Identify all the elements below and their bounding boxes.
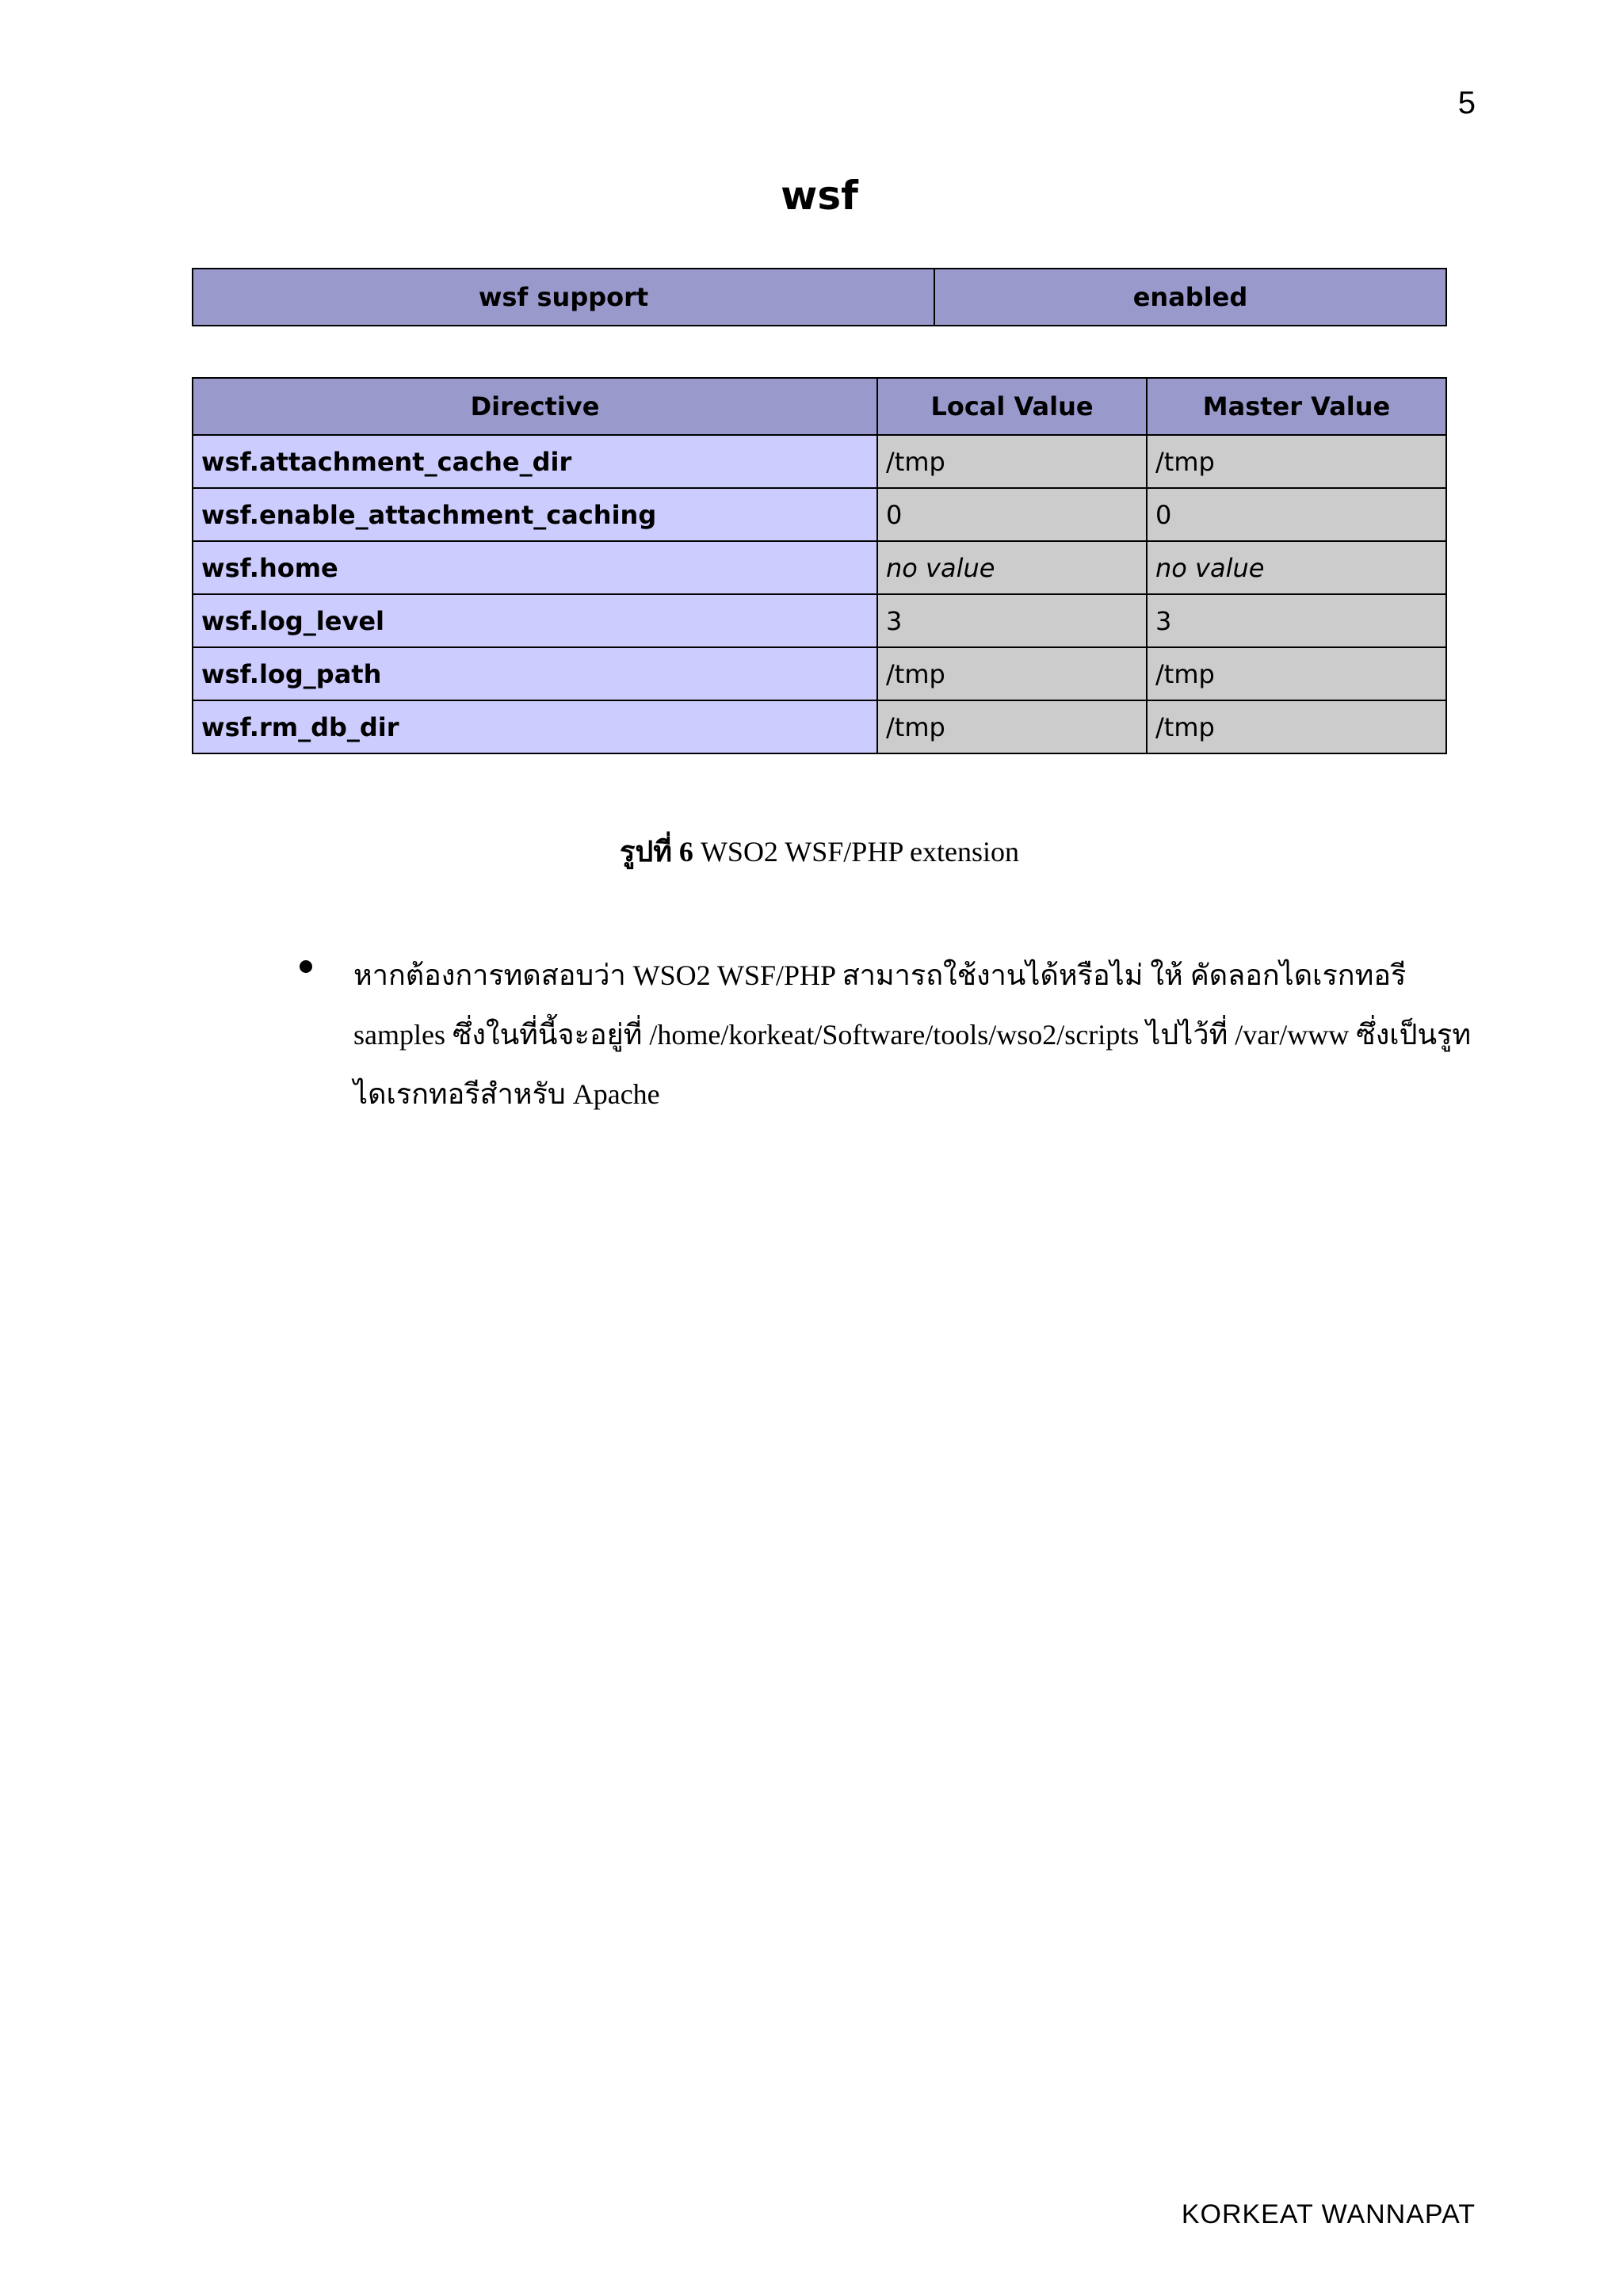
directive-cell: wsf.attachment_cache_dir [193,435,877,488]
directive-cell: wsf.log_path [193,647,877,700]
local-value-cell: 0 [877,488,1147,541]
directive-cell: wsf.home [193,541,877,594]
table-row [193,700,1446,753]
directive-cell: wsf.rm_db_dir [193,700,877,753]
bullet-icon [300,960,312,973]
header-directive: Directive [193,378,877,435]
local-value-cell: /tmp [877,700,1147,753]
master-value-cell: /tmp [1147,647,1446,700]
local-value-cell: /tmp [877,435,1147,488]
master-value-cell: /tmp [1147,435,1446,488]
table-row [193,435,1446,488]
directive-table [192,377,1447,754]
table-row [193,594,1446,647]
directive-header-row [193,378,1446,435]
local-value-cell: no value [877,541,1147,594]
table-row [193,647,1446,700]
table-row [193,488,1446,541]
page-number: 5 [1457,86,1476,120]
footer-author: KORKEAT WANNAPAT [1181,2199,1476,2229]
section-title: wsf [781,173,858,219]
master-value-cell: no value [1147,541,1446,594]
directive-cell: wsf.enable_attachment_caching [193,488,877,541]
figure-caption-text: WSO2 WSF/PHP extension [693,836,1019,868]
support-feature-cell: wsf support [193,269,934,326]
master-value-cell: /tmp [1147,700,1446,753]
table-row [193,541,1446,594]
master-value-cell: 3 [1147,594,1446,647]
directive-cell: wsf.log_level [193,594,877,647]
header-master-value: Master Value [1147,378,1446,435]
local-value-cell: /tmp [877,647,1147,700]
figure-label: รูปที่ 6 [620,836,693,868]
bullet-text: หากต้องการทดสอบว่า WSO2 WSF/PHP สามารถใช้งานได้หรือไม่ ให้ คัดลอกไดเรกทอรี samples ซึ่งในที่นี้จะอยู่ที่ /home/korkeat/Software/tools/wso2/scripts ไปไว้ที่ /var/www ซึ่งเป็นรูทไดเรกทอรีสำหรับ Apache [353,959,1472,1110]
header-local-value: Local Value [877,378,1147,435]
support-table [192,268,1447,326]
local-value-cell: 3 [877,594,1147,647]
support-row [193,269,1446,326]
figure-caption [0,829,1623,874]
support-status-cell: enabled [934,269,1446,326]
master-value-cell: 0 [1147,488,1446,541]
